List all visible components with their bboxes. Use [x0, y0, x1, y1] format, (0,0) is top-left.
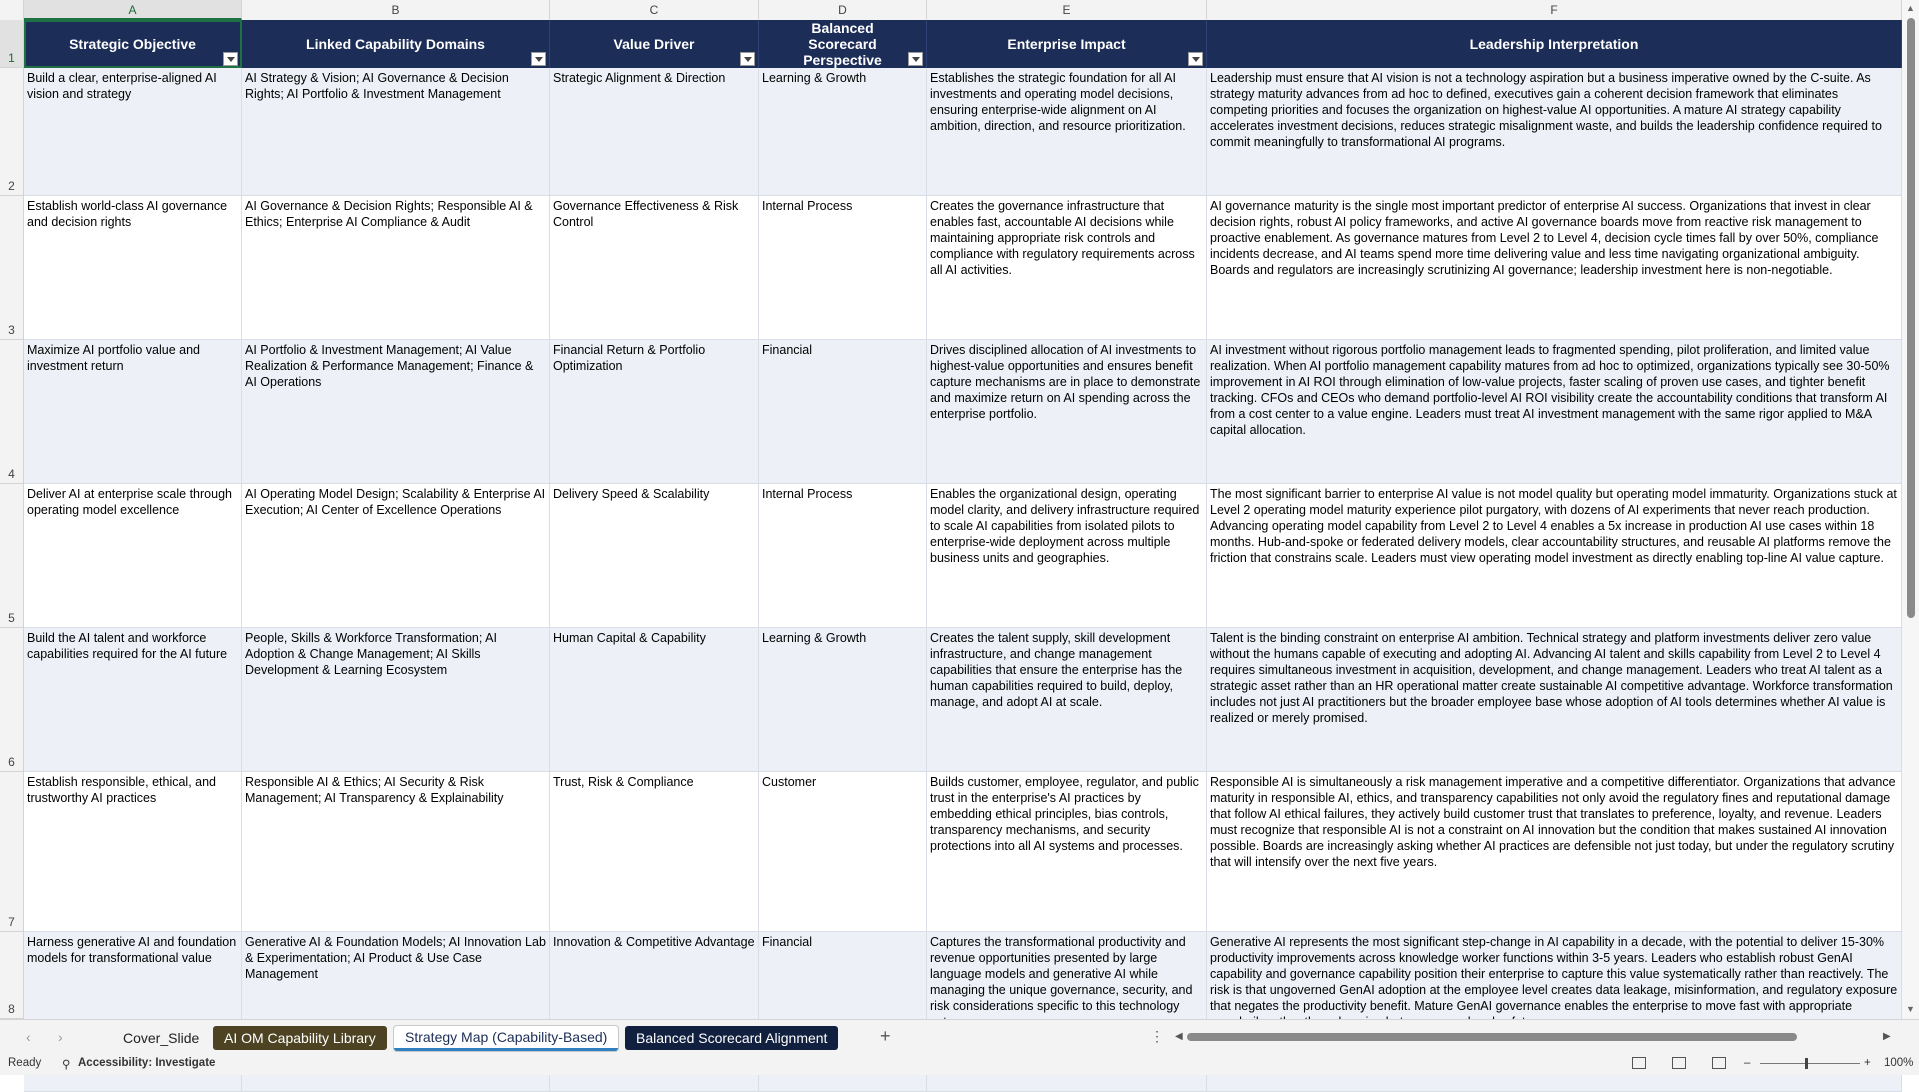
select-all-corner[interactable]	[0, 0, 24, 20]
zoom-slider-handle[interactable]	[1805, 1058, 1808, 1069]
row-number[interactable]: 1	[0, 20, 24, 68]
header-cell-balanced-scorecard-perspective[interactable]	[759, 20, 927, 68]
cell-leadership-interpretation[interactable]: AI governance maturity is the single most important predictor of enterprise AI success. Organizations that invest in clear decision rights, robust AI policy frameworks, and active AI governance boards move from reactive risk management to proactive enablement. As governance matures from Level 2 to Level 4, decision cycle times fall by over 50%, compliance incidents decrease, and AI teams spend more time delivering value and less time navigating organizational ambiguity. Boards and regulators are increasingly scrutinizing AI governance; leadership investment here is non-negotiable.	[1207, 196, 1902, 340]
header-label: Strategic Objective	[69, 36, 196, 52]
row-number[interactable]: 3	[0, 196, 24, 340]
table-row	[24, 196, 1902, 340]
row-number[interactable]: 5	[0, 484, 24, 628]
cell-linked-capability-domains[interactable]: Responsible AI & Ethics; AI Security & Risk Management; AI Transparency & Explainability	[242, 772, 550, 932]
header-cell-leadership-interpretation[interactable]	[1207, 20, 1902, 68]
cell-linked-capability-domains[interactable]: AI Operating Model Design; Scalability & Enterprise AI Execution; AI Center of Excellence Operations	[242, 484, 550, 628]
cell-enterprise-impact[interactable]: Establishes the strategic foundation for all AI investments and operating model decisions, ensuring enterprise-wide alignment on AI ambition, direction, and resource prioritization.	[927, 68, 1207, 196]
cell-enterprise-impact[interactable]: Captures the transformational productivity and revenue opportunities presented by large language models and generative AI while managing the unique governance, security, and risk considerations specific to this technology	[927, 932, 1207, 1092]
header-cell-linked-capability-domains[interactable]	[242, 20, 550, 68]
sheet-tab-bar	[0, 1019, 1919, 1054]
status-bar	[0, 1053, 1919, 1075]
cell-value-driver[interactable]: Human Capital & Capability	[550, 628, 759, 772]
sheet-tab-cover-slide[interactable]: Cover_Slide	[123, 1030, 200, 1046]
table-row	[24, 68, 1902, 196]
cell-enterprise-impact[interactable]: Builds customer, employee, regulator, and public trust in the enterprise's AI practices by embedding ethical principles, bias controls, transparency mechanisms, and security protections into all AI systems and processes.	[927, 772, 1207, 932]
filter-dropdown-icon[interactable]	[223, 52, 238, 66]
cell-leadership-interpretation[interactable]: Talent is the binding constraint on enterprise AI ambition. Technical strategy and platform investments deliver zero value without the humans capable of executing and adopting AI. Advancing AI talent and skills capability from Level 2 to Level 4 requires simultaneous investment in acquisition, development, and change management. Leaders who treat AI talent as a strategic asset rather than an HR operational matter create sustainable AI competitive advantage. Workforce transformation includes not just AI practitioners but the broader employee base whose adoption of AI tools determines whether AI value is realized or merely promised.	[1207, 628, 1902, 772]
row-number[interactable]: 4	[0, 340, 24, 484]
cell-leadership-interpretation[interactable]: The most significant barrier to enterprise AI value is not model quality but operating model immaturity. Organizations stuck at Level 2 operating model maturity experience pilot purgatory, with dozens of AI experiments that never reach production. Advancing operating model capability from Level 2 to Level 4 enables a 5x increase in production AI use cases within 18 months. Hub-and-spoke or federated delivery models, clear accountability structures, and reusable AI platforms remove the friction that constrains scale. Leaders must view operating model investment as directly enabling top-line AI value capture.	[1207, 484, 1902, 628]
cell-leadership-interpretation[interactable]: AI investment without rigorous portfolio management leads to fragmented spending, pilot proliferation, and limited value realization. When AI portfolio management capability matures from ad hoc to optimized, organizations typically see 30-50% improvement in AI ROI through elimination of low-value projects, faster scaling of proven use cases, and tighter benefit tracking. CFOs and CEOs who demand portfolio-level AI ROI visibility create the accountability conditions that transform AI from a cost center to a value engine. Leaders must treat AI investment management with the same rigor applied to M&A capital allocation.	[1207, 340, 1902, 484]
cell-linked-capability-domains[interactable]: Generative AI & Foundation Models; AI Innovation Lab & Experimentation; AI Product & Use Case Management	[242, 932, 550, 1092]
cell-strategic-objective[interactable]: Establish world-class AI governance and decision rights	[24, 196, 242, 340]
table-row	[24, 772, 1902, 932]
row-number[interactable]: 8	[0, 932, 24, 1019]
sheet-tab-ai-om-capability-library[interactable]: AI OM Capability Library	[213, 1026, 387, 1050]
cell-strategic-objective[interactable]: Maximize AI portfolio value and investment return	[24, 340, 242, 484]
row-number[interactable]: 7	[0, 772, 24, 932]
cell-scorecard-perspective[interactable]: Learning & Growth	[759, 68, 927, 196]
accessibility-icon[interactable]: ⚲	[62, 1059, 71, 1071]
filter-dropdown-icon[interactable]	[1188, 52, 1203, 66]
cell-value-driver[interactable]: Governance Effectiveness & Risk Control	[550, 196, 759, 340]
cell-linked-capability-domains[interactable]: AI Strategy & Vision; AI Governance & Decision Rights; AI Portfolio & Investment Management	[242, 68, 550, 196]
cell-leadership-interpretation[interactable]: Responsible AI is simultaneously a risk management imperative and a competitive differentiator. Organizations that advance maturity in responsible AI, ethics, and transparency capabilities not only avoid the regulatory fines and reputational damage that follow AI ethical failures, they actively build customer trust that translates to preference, loyalty, and revenue. Leaders must recognize that responsible AI is not a constraint on AI innovation but the condition that makes sustained AI innovation possible. Boards are increasingly asking whether AI practices are defensible not just today, but under the regulatory scrutiny that will intensify over the next five years.	[1207, 772, 1902, 932]
cell-scorecard-perspective[interactable]: Customer	[759, 772, 927, 932]
cell-enterprise-impact[interactable]: Creates the governance infrastructure that enables fast, accountable AI decisions while maintaining appropriate risk controls and compliance with regulatory requirements across all AI activities.	[927, 196, 1207, 340]
accessibility-status[interactable]: Accessibility: Investigate	[78, 1057, 216, 1069]
sheet-tab-balanced-scorecard-alignment[interactable]: Balanced Scorecard Alignment	[625, 1026, 838, 1050]
previous-sheet-icon[interactable]: ‹	[26, 1029, 31, 1045]
header-label: Value Driver	[613, 36, 695, 52]
filter-dropdown-icon[interactable]	[531, 52, 546, 66]
more-options-icon[interactable]: ⋮	[1150, 1028, 1164, 1044]
cell-scorecard-perspective[interactable]: Internal Process	[759, 484, 927, 628]
cell-strategic-objective[interactable]: Establish responsible, ethical, and trustworthy AI practices	[24, 772, 242, 932]
table-row	[24, 484, 1902, 628]
column-header-bar	[0, 0, 1902, 21]
table-row	[24, 340, 1902, 484]
column-letter-a[interactable]: A	[24, 0, 242, 20]
scroll-right-icon[interactable]: ▶	[1883, 1031, 1891, 1042]
column-letter-b[interactable]: B	[242, 0, 550, 20]
header-cell-enterprise-impact[interactable]	[927, 20, 1207, 68]
cell-leadership-interpretation[interactable]: Generative AI represents the most significant step-change in AI capability in a decade, with the potential to deliver 15-30% productivity improvements across knowledge worker functions within 3-5 years. Leaders who establish robust GenAI capability and governance capability position their enterprise to capture this value systematically rather than reactively. The risk is that ungoverned GenAI adoption at the employee level creates data leakage, misinformation, and regulatory exposure that negates the productivity benefit. Mature GenAI governance enables the enterprise to move fast with appropriate	[1207, 932, 1902, 1092]
header-label: Enterprise Impact	[1007, 36, 1126, 52]
scroll-down-icon[interactable]: ▼	[1906, 1004, 1915, 1014]
page-layout-icon[interactable]	[1672, 1057, 1686, 1069]
zoom-in-icon[interactable]: +	[1864, 1057, 1871, 1069]
cell-strategic-objective[interactable]: Build the AI talent and workforce capabilities required for the AI future	[24, 628, 242, 772]
row-number[interactable]: 6	[0, 628, 24, 772]
cell-value-driver[interactable]: Strategic Alignment & Direction	[550, 68, 759, 196]
cell-scorecard-perspective[interactable]: Learning & Growth	[759, 628, 927, 772]
cell-scorecard-perspective[interactable]: Financial	[759, 932, 927, 1092]
zoom-slider-track[interactable]	[1760, 1063, 1860, 1064]
cell-linked-capability-domains[interactable]: AI Governance & Decision Rights; Responsible AI & Ethics; Enterprise AI Compliance & Audit	[242, 196, 550, 340]
cell-linked-capability-domains[interactable]: People, Skills & Workforce Transformation; AI Adoption & Change Management; AI Skills Development & Learning Ecosystem	[242, 628, 550, 772]
cell-enterprise-impact[interactable]: Creates the talent supply, skill development infrastructure, and change management capabilities that ensure the enterprise has the human capabilities required to build, deploy, manage, and adopt AI at scale.	[927, 628, 1207, 772]
column-letter-d[interactable]: D	[759, 0, 927, 20]
filter-dropdown-icon[interactable]	[740, 52, 755, 66]
scroll-up-icon[interactable]: ▲	[1906, 3, 1915, 13]
cell-linked-capability-domains[interactable]: AI Portfolio & Investment Management; AI Value Realization & Performance Management; Finance & AI Operations	[242, 340, 550, 484]
spreadsheet-grid	[24, 20, 1902, 1019]
header-label: Balanced Scorecard Perspective	[803, 20, 882, 68]
cell-enterprise-impact[interactable]: Drives disciplined allocation of AI investments to highest-value opportunities and ensures benefit capture mechanisms are in place to demonstrate and maximize return on AI spending across the enterprise portfolio.	[927, 340, 1207, 484]
cell-value-driver[interactable]: Delivery Speed & Scalability	[550, 484, 759, 628]
table-row	[24, 628, 1902, 772]
cell-value-driver[interactable]: Financial Return & Portfolio Optimization	[550, 340, 759, 484]
vertical-scroll-thumb[interactable]	[1907, 18, 1915, 618]
cell-strategic-objective[interactable]: Build a clear, enterprise-aligned AI vision and strategy	[24, 68, 242, 196]
zoom-out-icon[interactable]: –	[1744, 1057, 1751, 1069]
scroll-left-icon[interactable]: ◀	[1175, 1031, 1183, 1042]
header-cell-strategic-objective[interactable]	[24, 20, 242, 68]
header-label: Linked Capability Domains	[306, 36, 485, 52]
row-number[interactable]: 2	[0, 68, 24, 196]
column-letter-c[interactable]: C	[550, 0, 759, 20]
normal-view-icon[interactable]	[1632, 1057, 1646, 1069]
cell-strategic-objective[interactable]: Harness generative AI and foundation models for transformational value	[24, 932, 242, 1092]
zoom-level[interactable]: 100%	[1884, 1057, 1914, 1069]
header-label: Leadership Interpretation	[1469, 36, 1639, 52]
column-letter-f[interactable]: F	[1207, 0, 1902, 20]
cell-enterprise-impact[interactable]: Enables the organizational design, operating model clarity, and delivery infrastructure required to scale AI capabilities from isolated pilots to enterprise-wide deployment across multiple business units and geographies.	[927, 484, 1207, 628]
horizontal-scroll-thumb[interactable]	[1187, 1033, 1797, 1041]
cell-strategic-objective[interactable]: Deliver AI at enterprise scale through operating model excellence	[24, 484, 242, 628]
horizontal-scrollbar[interactable]	[1175, 1031, 1895, 1043]
add-sheet-icon[interactable]: +	[880, 1026, 891, 1046]
cell-scorecard-perspective[interactable]: Financial	[759, 340, 927, 484]
column-letter-e[interactable]: E	[927, 0, 1207, 20]
cell-scorecard-perspective[interactable]: Internal Process	[759, 196, 927, 340]
sheet-tab-strategy-map[interactable]: Strategy Map (Capability-Based)	[394, 1026, 618, 1051]
ready-status: Ready	[8, 1057, 42, 1069]
cell-value-driver[interactable]: Trust, Risk & Compliance	[550, 772, 759, 932]
vertical-scrollbar[interactable]	[1902, 0, 1919, 1019]
cell-leadership-interpretation[interactable]: Leadership must ensure that AI vision is not a technology aspiration but a business imperative owned by the C-suite. As strategy maturity advances from ad hoc to defined, executives gain a coherent decision framework that eliminates competing priorities and focuses the organization on highest-value AI opportunities. A mature AI strategy capability accelerates investment decisions, reduces strategic misalignment waste, and builds the leadership confidence required to commit meaningfully to transformational AI programs.	[1207, 68, 1902, 196]
filter-dropdown-icon[interactable]	[908, 52, 923, 66]
cell-value-driver[interactable]: Innovation & Competitive Advantage	[550, 932, 759, 1092]
page-break-preview-icon[interactable]	[1712, 1057, 1726, 1069]
next-sheet-icon[interactable]: ›	[58, 1029, 63, 1045]
header-cell-value-driver[interactable]	[550, 20, 759, 68]
